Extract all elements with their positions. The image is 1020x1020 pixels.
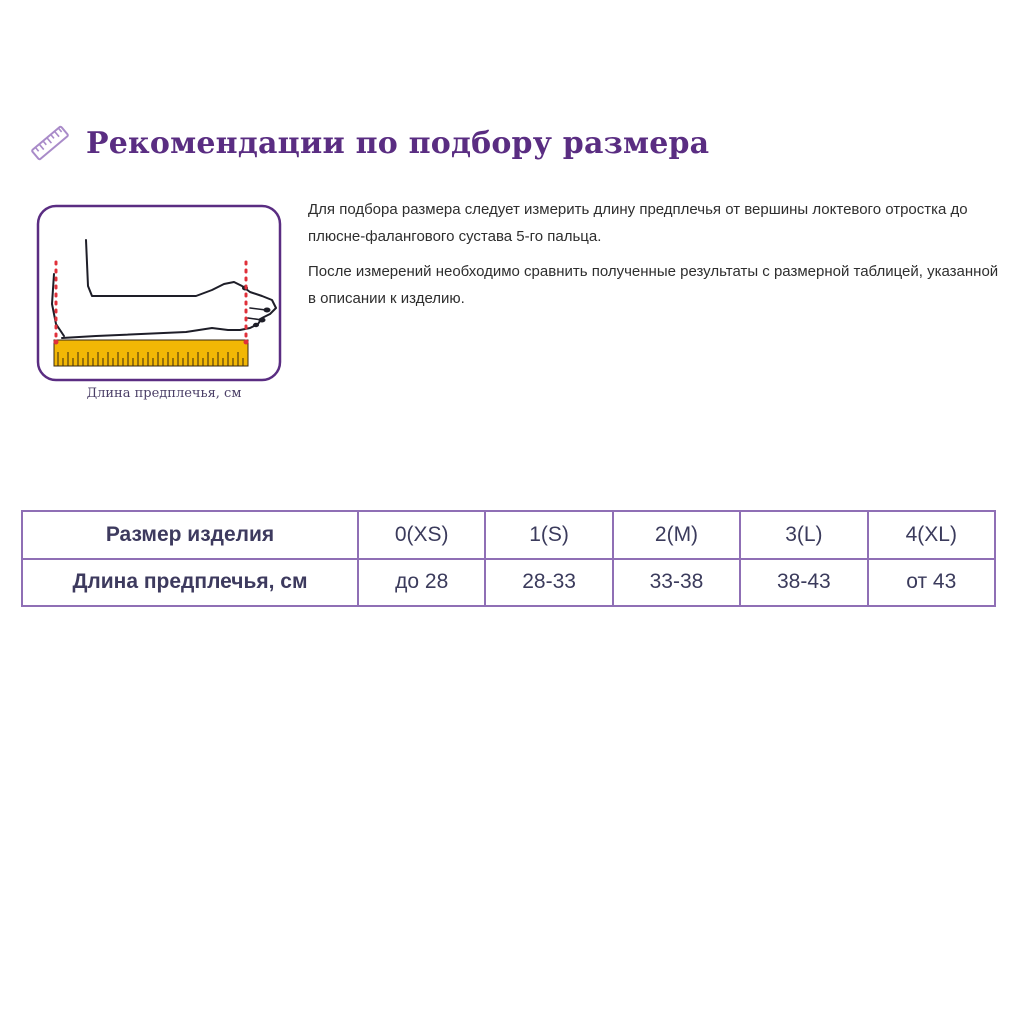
page-title: Рекомендации по подбору размера: [86, 125, 710, 161]
size-description: [308, 196, 1008, 320]
table-cell: до 28: [358, 559, 485, 607]
page-heading: [28, 118, 709, 168]
table-cell: 3(L): [740, 511, 867, 559]
table-cell: от 43: [868, 559, 995, 607]
row-header-size: Размер изделия: [22, 511, 358, 559]
table-cell: 0(XS): [358, 511, 485, 559]
forearm-measurement-illustration: [36, 204, 282, 382]
table-cell: 4(XL): [868, 511, 995, 559]
table-cell: 1(S): [485, 511, 612, 559]
table-cell: 33-38: [613, 559, 740, 607]
table-row-forearm-length: [22, 559, 995, 607]
description-paragraph: После измерений необходимо сравнить полученные результаты с размерной таблицей, указанной в описании к изделию.: [308, 263, 999, 307]
row-header-forearm-length: Длина предплечья, см: [22, 559, 358, 607]
table-cell: 38-43: [740, 559, 867, 607]
description-paragraph: Для подбора размера следует измерить длину предплечья от вершины локтевого отростка до плюсне-фалангового сустава 5-го пальца.: [308, 201, 968, 245]
table-cell: 2(M): [613, 511, 740, 559]
table-row-size: [22, 511, 995, 559]
size-table: [21, 510, 996, 607]
table-cell: 28-33: [485, 559, 612, 607]
ruler-icon: [28, 121, 72, 165]
illustration-caption: Длина предплечья, см: [86, 386, 242, 401]
